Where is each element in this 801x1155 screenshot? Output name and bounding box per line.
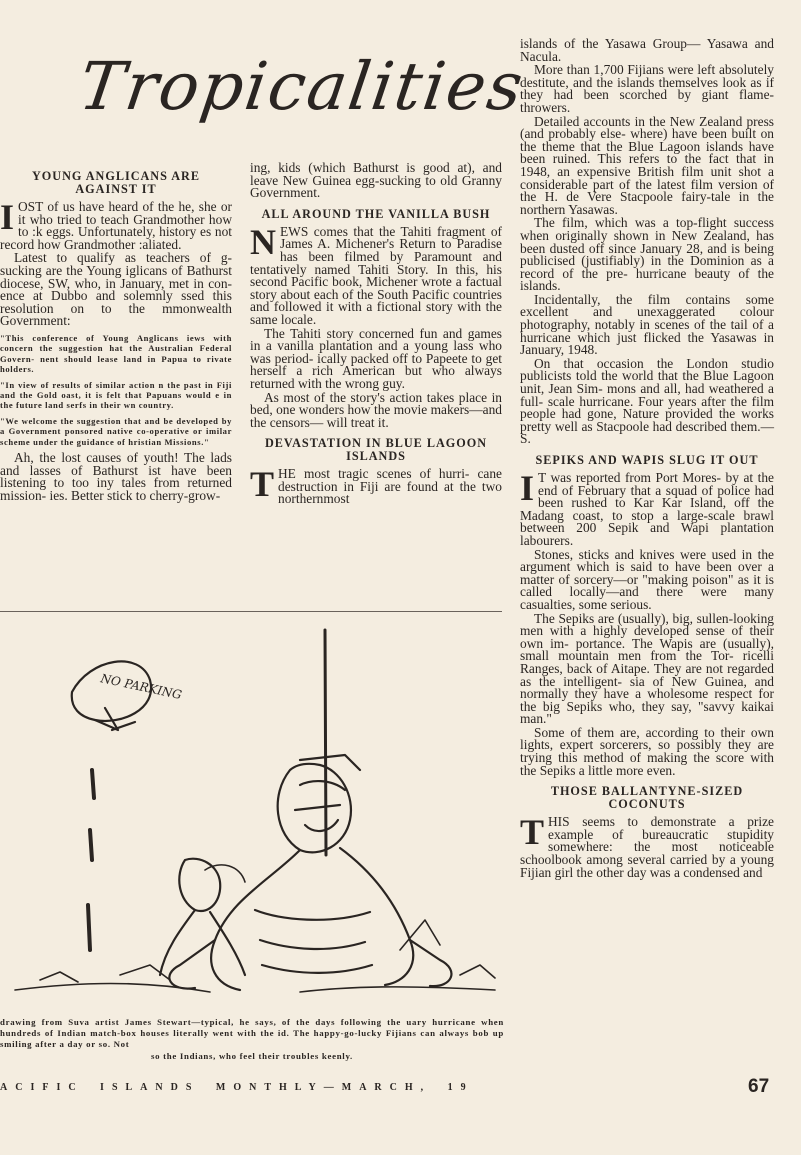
headline-sepiks-wapis: SEPIKS AND WAPIS SLUG IT OUT xyxy=(535,453,759,467)
article-paragraph: THIS seems to demonstrate a prize example of bureaucratic stupidity somewhere: the most noticeable schoolbook among several carried by a young Fijian girl the other day was a condensed and xyxy=(520,812,774,880)
running-footer: ACIFIC ISLANDS MONTHLY—MARCH, 19 xyxy=(0,1082,474,1093)
column-right xyxy=(520,38,774,880)
caption-last-line: so the Indians, who feel their troubles keenly. xyxy=(151,1050,353,1061)
resolution-quote: "We welcome the suggestion that and be developed by a Government ponsored native co-operative or imilar scheme under the guidance of hristian Missions." xyxy=(0,415,232,447)
drop-cap: I xyxy=(0,197,15,237)
headline-blue-lagoon: DEVASTATION IN BLUE LAGOON ISLANDS xyxy=(264,436,488,464)
drop-cap: N xyxy=(250,221,276,262)
article-paragraph: THE most tragic scenes of hurri- cane destruction in Fiji are found at the two northernmost xyxy=(250,464,502,507)
drop-cap: T xyxy=(520,812,545,853)
article-paragraph: IOST of us have heard of the he, she or it who tried to teach Grandmother how to :k eggs. Unfortunately, history es not record how Grandmother :aliated. xyxy=(0,197,232,252)
article-paragraph: I T was reported from Port Mores- by at the end of February that a squad of police had been rushed to Kar Kar Island, off the Madang coast, to stop a large-scale brawl between 200 Sepik and Wapi plantation labourers. xyxy=(520,468,774,548)
column-divider-rule xyxy=(0,611,502,612)
drop-cap: T xyxy=(250,464,275,505)
article-paragraph: Some of them are, according to their own lights, expert sorcerers, so possibly they are trying this method of making the score with the Sepiks a little more even. xyxy=(520,724,774,778)
caption-text: drawing from Suva artist James Stewart—typical, he says, of the days following the uary hurricane when hundreds of Indian match-box houses literally went with the id. The happy-go-lucky Fijians can always bob up smiling after a day or so. Not xyxy=(0,1017,504,1050)
sign-lettering: NO PARKING xyxy=(99,671,184,703)
article-paragraph: Ah, the lost causes of youth! The lads and lasses of Bathurst ist have been listening to too iny tales from returned mission- ies. Better stick to cherry-grow- xyxy=(0,450,232,503)
article-paragraph: ing, kids (which Bathurst is good at), and leave New Guinea egg-sucking to old Granny Government. xyxy=(250,160,502,201)
column-left xyxy=(0,162,232,503)
column-middle xyxy=(250,162,502,507)
hurricane-cartoon-illustration xyxy=(0,620,505,1015)
resolution-quote: "In view of results of similar action n the past in Fiji and the Gold oast, it is felt that Papuans would e in the future land serfs in their wn country. xyxy=(0,379,232,411)
headline-coconuts: THOSE BALLANTYNE-SIZED COCONUTS xyxy=(550,784,744,812)
headline-vanilla-bush: ALL AROUND THE VANILLA BUSH xyxy=(261,206,491,221)
headline-young-anglicans: YOUNG ANGLICANS ARE AGAINST IT xyxy=(32,169,200,196)
section-masthead xyxy=(74,30,530,140)
article-paragraph: The Sepiks are (usually), big, sullen-looking men with a highly developed sense of their own im- portance. The Wapis are (usually), small mountain men from the Tor- ricelli Ranges, back of Aitape. They are not regarded as the intelligent- sia of New Guinea, and normally they have a wholesome respect for the big Sepiks who, they say, "savvy kaikai man." xyxy=(520,610,774,727)
masthead-title: Tropicalities xyxy=(74,48,530,125)
article-paragraph: The film, which was a top-flight success when originally shown in New Zealand, has been dusted off since January 28, and is being publicised (justifiably) in the Dominion as a record of the pre- hurricane beauty of the islands. xyxy=(520,215,774,294)
article-paragraph: Detailed accounts in the New Zealand press (and probably else- where) have been built on the theme that the Blue Lagoon islands have been ruined. This refers to the fact that in 1948, an expensive British film unit shot a considerable part of the latest film version of the H. de Vere Stacpoole fairy-tale in the northern Yasawas. xyxy=(520,113,774,217)
resolution-quote: "This conference of Young Anglicans iews with concern the suggestion hat the Australian Federal Govern- nent should lease land in Papua to rivate holders. xyxy=(0,332,232,375)
page-number: 67 xyxy=(748,1076,770,1097)
article-paragraph: Latest to qualify as teachers of g-sucking are the Young iglicans of Bathurst diocese, SW, who, in January, met in con- ence at Dubbo and solemnly ssed this resolution on to the mmonwealth Government: xyxy=(0,250,232,329)
article-paragraph: As most of the story's action takes place in bed, one wonders how the movie makers—and the censors— will treat it. xyxy=(250,389,502,430)
article-paragraph: NEWS comes that the Tahiti fragment of James A. Michener's Return to Paradise has been filmed by Paramount and tentatively named Tahiti Story. In this, his second Pacific book, Michener wrote a factual story about each of the South Pacific countries and followed it with a fictional story with the same locale. xyxy=(250,221,502,327)
article-paragraph: The Tahiti story concerned fun and games in a vanilla plantation and a young lass who was period- ically packed off to Papeete to get herself a rich American but who always returned with the wrong guy. xyxy=(250,325,502,391)
article-paragraph: islands of the Yasawa Group— Yasawa and Nacula. xyxy=(520,36,774,64)
article-paragraph: Incidentally, the film contains some excellent and unexaggerated colour photography, notably in scenes of the tail of a hurricane which just flicked the Yasawas in January, 1948. xyxy=(520,291,774,358)
illustration-caption xyxy=(0,1017,504,1062)
article-paragraph: More than 1,700 Fijians were left absolutely destitute, and the islands themselves look as if they had been scorched by giant flame-throwers. xyxy=(520,62,774,115)
article-paragraph: On that occasion the London studio publicists told the world that the Blue Lagoon unit, Jean Sim- mons and all, had weathered a full- scale hurricane. Four years after the film people had gone, Nature provided the works pretty well as Stacpoole had described them.—S. xyxy=(520,355,774,447)
drop-cap: I xyxy=(520,468,535,508)
article-paragraph: Stones, sticks and knives were used in the argument which is said to have been over a matter of sorcery—or "making poison" as it is called locally—and there were many casualties, some serious. xyxy=(520,546,774,612)
